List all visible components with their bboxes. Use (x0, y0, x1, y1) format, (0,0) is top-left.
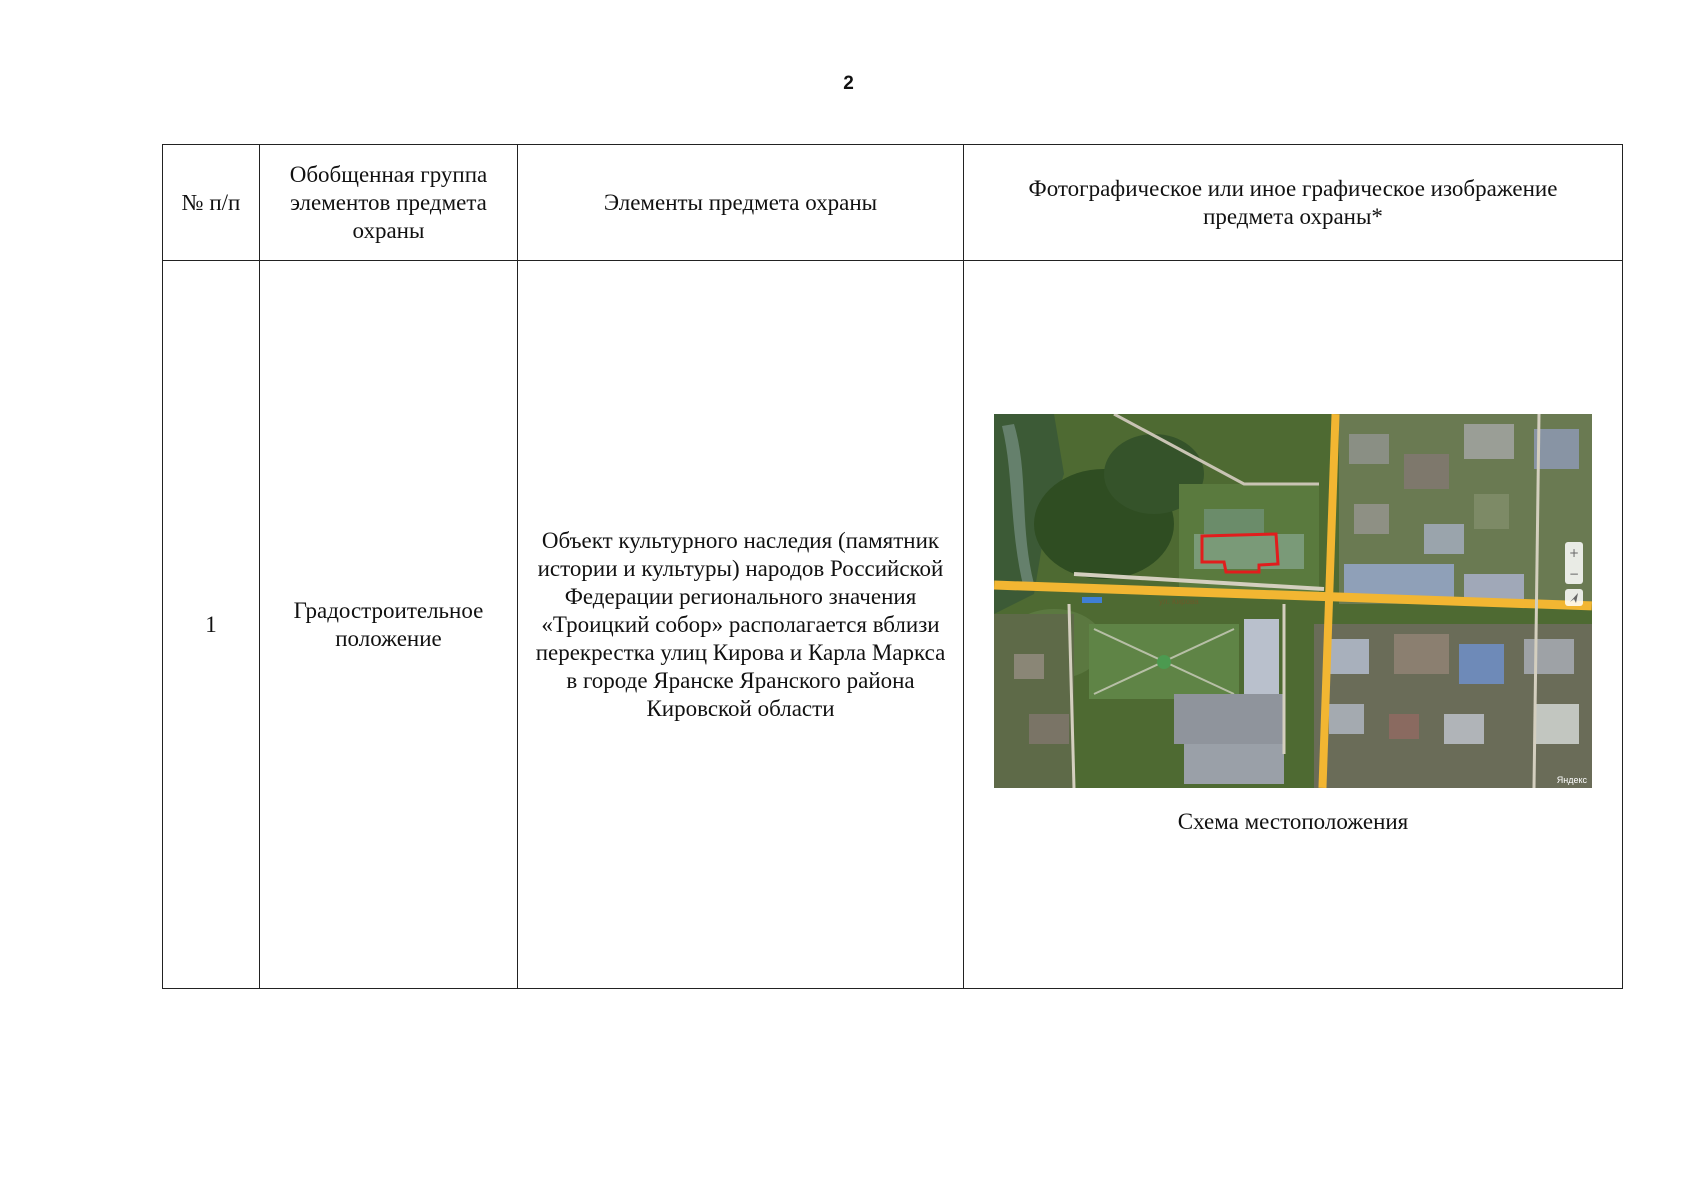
map-caption: Схема местоположения (1177, 808, 1409, 834)
header-group: Обобщенная группа элементов предмета охраны (260, 145, 518, 261)
row-image-cell (964, 261, 1623, 989)
header-image: Фотографическое или иное графическое изображение предмета охраны* (964, 145, 1623, 261)
zoom-out-icon[interactable]: − (1568, 566, 1580, 581)
header-elements: Элементы предмета охраны (518, 145, 964, 261)
page-number: 2 (843, 73, 854, 94)
street-label: ул. Кирова (1159, 596, 1199, 606)
satellite-map (994, 414, 1592, 788)
header-number: № п/п (163, 145, 260, 261)
map-figure (994, 414, 1592, 836)
zoom-controls (1565, 542, 1583, 606)
row-number: 1 (163, 261, 260, 989)
row-elements: Объект культурного наследия (памятник истории и культуры) народов Российской Федерации регионального значения «Троицкий собор» располагается вблизи перекрестка улиц Кирова и Карла Маркса в городе Яранске Яранского района Кировской области (518, 261, 964, 989)
zoom-in-icon[interactable]: + (1568, 545, 1580, 560)
table-row (163, 261, 1623, 989)
row-group: Градостроительное положение (260, 261, 518, 989)
table-header-row (163, 145, 1623, 261)
protection-table (162, 144, 1623, 989)
map-watermark: Яндекс (1556, 774, 1587, 785)
